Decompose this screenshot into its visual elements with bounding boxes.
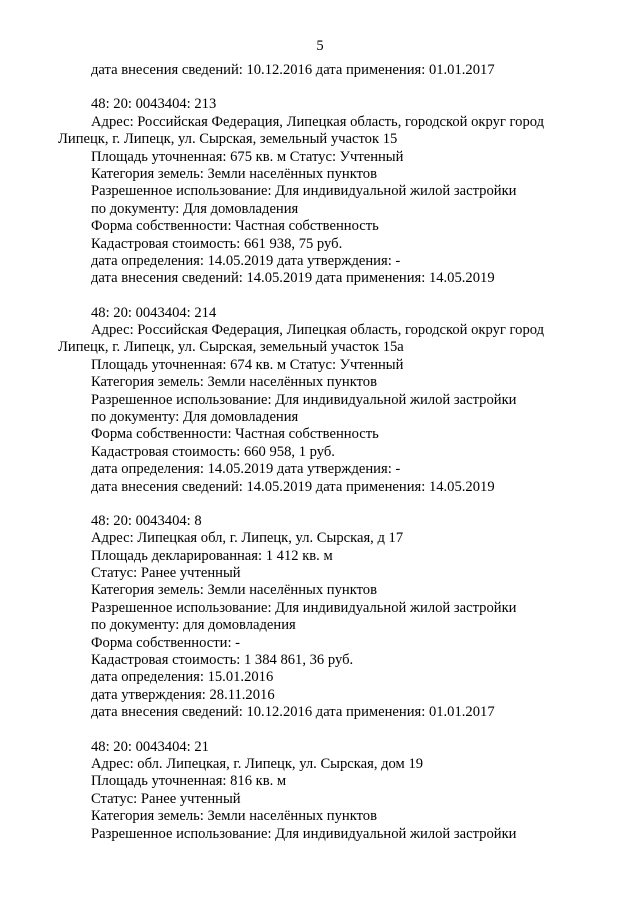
record-4-category: Категория земель: Земли населённых пунктов bbox=[91, 808, 377, 824]
record-3-category: Категория земель: Земли населённых пунктов bbox=[91, 582, 377, 598]
record-1-dates-entry: дата внесения сведений: 14.05.2019 дата применения: 14.05.2019 bbox=[91, 270, 495, 286]
record-2-ownership: Форма собственности: Частная собственность bbox=[91, 426, 379, 442]
record-3-ownership: Форма собственности: - bbox=[91, 635, 241, 651]
record-4-area: Площадь уточненная: 816 кв. м bbox=[91, 773, 287, 789]
page-number: 5 bbox=[316, 38, 324, 54]
record-1-cadastral-value: Кадастровая стоимость: 661 938, 75 руб. bbox=[91, 236, 343, 252]
record-1-dates-det: дата определения: 14.05.2019 дата утверждения: - bbox=[91, 253, 401, 269]
record-1-by-document: по документу: Для домовладения bbox=[91, 201, 299, 217]
record-1-permitted-use: Разрешенное использование: Для индивидуальной жилой застройки bbox=[91, 183, 517, 199]
record-2-address-line1: Адрес: Российская Федерация, Липецкая область, городской округ город bbox=[91, 322, 545, 338]
record-2-by-document: по документу: Для домовладения bbox=[91, 409, 299, 425]
record-2-dates-det: дата определения: 14.05.2019 дата утверждения: - bbox=[91, 461, 401, 477]
record-2-cadastral-value: Кадастровая стоимость: 660 958, 1 руб. bbox=[91, 444, 335, 460]
record-3-date-approval: дата утверждения: 28.11.2016 bbox=[91, 687, 275, 703]
record-1-ownership: Форма собственности: Частная собственность bbox=[91, 218, 379, 234]
record-2-permitted-use: Разрешенное использование: Для индивидуальной жилой застройки bbox=[91, 392, 517, 408]
record-4-address: Адрес: обл. Липецкая, г. Липецк, ул. Сырская, дом 19 bbox=[91, 756, 424, 772]
record-2-category: Категория земель: Земли населённых пунктов bbox=[91, 374, 377, 390]
record-3-permitted-use: Разрешенное использование: Для индивидуальной жилой застройки bbox=[91, 600, 517, 616]
record-3-id: 48: 20: 0043404: 8 bbox=[91, 513, 202, 529]
record-1-address-line1: Адрес: Российская Федерация, Липецкая область, городской округ город bbox=[91, 114, 545, 130]
record-1-id: 48: 20: 0043404: 213 bbox=[91, 96, 217, 112]
record-3-status: Статус: Ранее учтенный bbox=[91, 565, 241, 581]
record-1-category: Категория земель: Земли населённых пунктов bbox=[91, 166, 377, 182]
record-3-cadastral-value: Кадастровая стоимость: 1 384 861, 36 руб. bbox=[91, 652, 354, 668]
record-4-status: Статус: Ранее учтенный bbox=[91, 791, 241, 807]
record-3-date-det: дата определения: 15.01.2016 bbox=[91, 669, 274, 685]
record-1-address-line2: Липецк, г. Липецк, ул. Сырская, земельный участок 15 bbox=[58, 131, 398, 147]
record-3-dates-entry: дата внесения сведений: 10.12.2016 дата применения: 01.01.2017 bbox=[91, 704, 495, 720]
record-4-permitted-use: Разрешенное использование: Для индивидуальной жилой застройки bbox=[91, 826, 517, 842]
record-3-by-document: по документу: для домовладения bbox=[91, 617, 296, 633]
record-2-id: 48: 20: 0043404: 214 bbox=[91, 305, 217, 321]
top-dates-line: дата внесения сведений: 10.12.2016 дата применения: 01.01.2017 bbox=[91, 62, 495, 78]
record-3-address: Адрес: Липецкая обл, г. Липецк, ул. Сырская, д 17 bbox=[91, 530, 404, 546]
record-1-area-status: Площадь уточненная: 675 кв. м Статус: Учтенный bbox=[91, 149, 404, 165]
record-3-area: Площадь декларированная: 1 412 кв. м bbox=[91, 548, 333, 564]
record-2-address-line2: Липецк, г. Липецк, ул. Сырская, земельный участок 15а bbox=[58, 339, 404, 355]
record-2-area-status: Площадь уточненная: 674 кв. м Статус: Учтенный bbox=[91, 357, 404, 373]
record-2-dates-entry: дата внесения сведений: 14.05.2019 дата применения: 14.05.2019 bbox=[91, 479, 495, 495]
record-4-id: 48: 20: 0043404: 21 bbox=[91, 739, 209, 755]
